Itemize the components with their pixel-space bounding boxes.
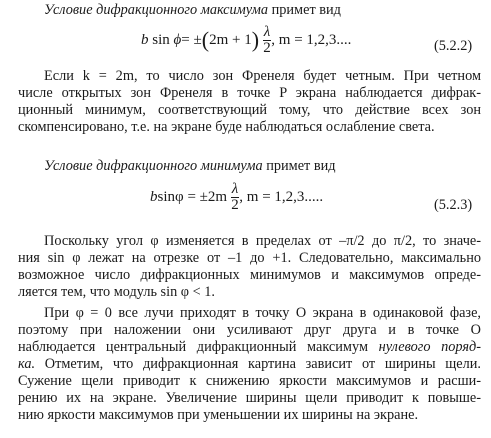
para4-line-1: При φ = 0 все лучи приходят в точку O экрана в одинаковой фазе, [44, 305, 481, 321]
formula-min-two: 2 [231, 197, 239, 213]
formula-max-rpar: ) [251, 26, 260, 52]
formula-max-sin: sin [152, 31, 170, 48]
formula-max-m: , m = 1,2,3.... [271, 31, 352, 48]
formula-max-b: b [141, 31, 149, 48]
para4-line-3-italic: нулевого поряд- [378, 339, 482, 355]
formula-max-eq: = ± [181, 31, 202, 48]
formula-max-lambda: λ [263, 24, 271, 40]
para4-line-4-italic: ка. [18, 356, 36, 372]
formula-min-lambda: λ [231, 181, 239, 197]
para4-line-4 [18, 356, 481, 373]
formula-max-fraction [263, 25, 272, 56]
formula-max-lpar: ( [201, 26, 210, 52]
max-condition-lead [44, 2, 341, 19]
para4-line-7: нию яркости максимумов при уменьшении их ширины на экране. [18, 407, 419, 423]
para4-line-2: поэтому при наложении они усиливают друг друга и в точке O [18, 322, 481, 338]
para3-line-2: ния sin φ лежат на отрезке от –1 до +1. Следовательно, максимально [18, 250, 481, 266]
para-max-line-2: числе открытых зон Френеля в точке P экрана наблюдается дифрак- [18, 85, 481, 101]
equation-number-5-2-2: (5.2.2) [434, 38, 473, 54]
para4-line-6: рению их на экране. Увеличение ширины щели приводит к повыше- [18, 390, 481, 406]
formula-min-phi: φ [175, 188, 184, 205]
formula-min-sin: sin [157, 188, 176, 205]
para3-line-1: Поскольку угол φ изменяется в пределах от –π/2 до π/2, то значе- [44, 233, 481, 249]
para4-line-5: Сужение щели приводит к снижению яркости максимумов и расши- [18, 373, 481, 389]
formula-max-two: 2 [263, 40, 271, 56]
max-condition-italic: Условие дифракционного максимума [44, 2, 269, 18]
para-max-line-4: скомпенсировано, т.е. на экране буде наблюдаться ослабление света. [18, 119, 435, 135]
formula-min-m: , m = 1,2,3..... [239, 188, 324, 205]
formula-min-b: b [150, 188, 158, 205]
para3-line-4: ляется тем, что модуль sin φ < 1. [18, 284, 215, 300]
min-condition-rest: примет вид [262, 158, 336, 174]
max-condition-rest: примет вид [268, 2, 341, 18]
para4-line-4-text: Отметим, что дифракционная картина зависит от ширины щели. [35, 356, 481, 372]
min-condition-lead [44, 158, 336, 175]
equation-number-5-2-3: (5.2.3) [434, 197, 473, 213]
para-max-line-1: Если k = 2m, то число зон Френеля будет четным. При четном [44, 68, 481, 84]
formula-max [141, 25, 351, 56]
para4-line-3-text: наблюдается центральный дифракционный максимум [18, 339, 379, 355]
formula-min [150, 182, 323, 213]
formula-max-2m1: 2m + 1 [209, 31, 252, 48]
para3-line-3: возможное число дифракционных минимумов и максимумов опреде- [18, 267, 481, 283]
para-max-line-3: ционный минимум, соответствующий тому, что действие всех зон [18, 102, 481, 118]
formula-min-eq: = ±2m [183, 188, 228, 205]
min-condition-italic: Условие дифракционного минимума [44, 158, 263, 174]
formula-max-phi: ϕ [173, 31, 182, 48]
para4-line-3 [18, 339, 481, 356]
